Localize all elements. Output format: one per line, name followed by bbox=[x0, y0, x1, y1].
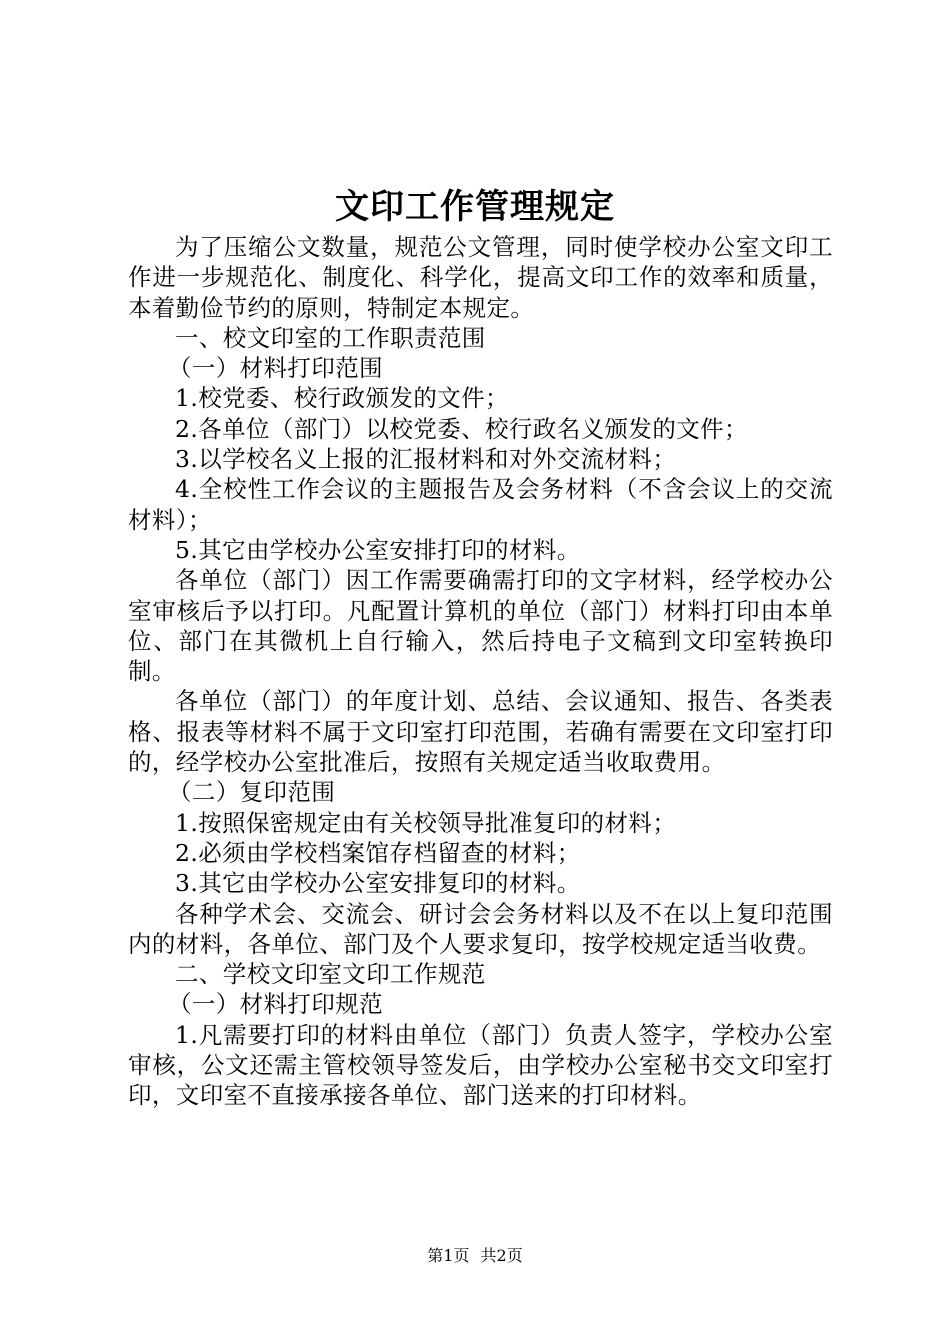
paragraph: 各单位（部门）因工作需要确需打印的文字材料，经学校办公室审核后予以打印。凡配置计算机的单位（部门）材料打印由本单位、部门在其微机上自行输入，然后持电子文稿到文印室转换印制。 bbox=[128, 566, 833, 686]
document-body bbox=[128, 232, 833, 1111]
list-item: 3.其它由学校办公室安排复印的材料。 bbox=[175, 869, 581, 898]
list-item: 2.各单位（部门）以校党委、校行政名义颁发的文件； bbox=[175, 414, 748, 443]
document-title: 文印工作管理规定 bbox=[335, 187, 615, 227]
list-item: 1.按照保密规定由有关校领导批准复印的材料； bbox=[175, 808, 677, 837]
heading-section-2: 二、学校文印室文印工作规范 bbox=[175, 960, 486, 989]
list-item: 2.必须由学校档案馆存档留查的材料； bbox=[175, 838, 581, 867]
subheading-print-rules: （一）材料打印规范 bbox=[167, 990, 384, 1019]
subheading-copy-scope: （二）复印范围 bbox=[167, 778, 336, 807]
paragraph: 各单位（部门）的年度计划、总结、会议通知、报告、各类表格、报表等材料不属于文印室打印范围，若确有需要在文印室打印的，经学校办公室批准后，按照有关规定适当收取费用。 bbox=[128, 687, 833, 777]
page-footer: 第1页 共2页 bbox=[427, 1246, 523, 1265]
list-item: 1.校党委、校行政颁发的文件； bbox=[175, 384, 509, 413]
list-item: 5.其它由学校办公室安排打印的材料。 bbox=[175, 535, 581, 564]
heading-section-1: 一、校文印室的工作职责范围 bbox=[175, 323, 486, 352]
paragraph-intro: 为了压缩公文数量，规范公文管理，同时使学校办公室文印工作进一步规范化、制度化、科学化，提高文印工作的效率和质量，本着勤俭节约的原则，特制定本规定。 bbox=[128, 233, 833, 322]
paragraph: 各种学术会、交流会、研讨会会务材料以及不在以上复印范围内的材料，各单位、部门及个人要求复印，按学校规定适当收费。 bbox=[128, 899, 833, 958]
subheading-print-scope: （一）材料打印范围 bbox=[167, 354, 384, 383]
list-item: 4.全校性工作会议的主题报告及会务材料（不含会议上的交流材料）； bbox=[128, 475, 833, 534]
list-item: 3.以学校名义上报的汇报材料和对外交流材料； bbox=[175, 445, 677, 474]
list-item: 1.凡需要打印的材料由单位（部门）负责人签字，学校办公室审核，公文还需主管校领导签发后，由学校办公室秘书交文印室打印，文印室不直接承接各单位、部门送来的打印材料。 bbox=[128, 1020, 833, 1110]
